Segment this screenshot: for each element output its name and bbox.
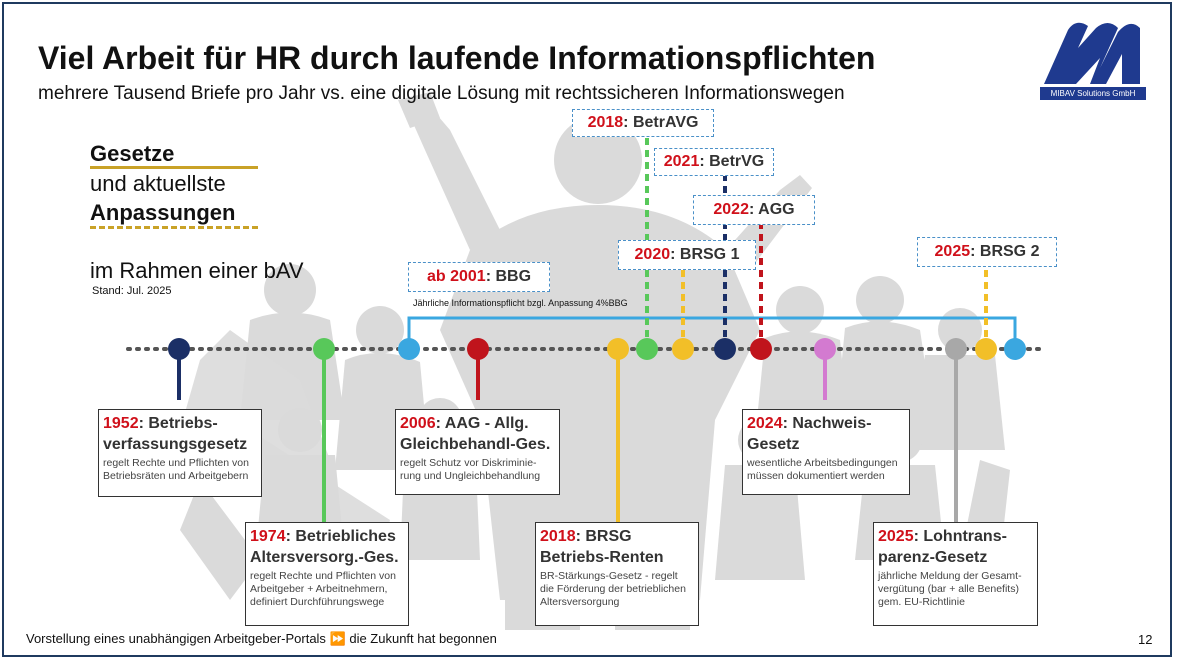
bottom-label-2018-brsg <box>535 522 699 626</box>
top-label-bbg <box>408 262 550 292</box>
legend-gesetze: Gesetze <box>90 141 175 166</box>
top-label-brsg1 <box>618 240 756 270</box>
bottom-label-title2: verfassungsgesetz <box>103 436 248 453</box>
bottom-label-desc-0: regelt Rechte und Pflichten von <box>250 570 396 582</box>
top-label-name: BetrAVG <box>632 114 699 131</box>
page-number: 12 <box>1138 632 1153 647</box>
bottom-label-title2: parenz-Gesetz <box>878 549 988 566</box>
top-label-name: AGG <box>758 201 795 218</box>
timeline-dot <box>398 338 420 360</box>
timeline-dot <box>814 338 836 360</box>
footer-text: Vorstellung eines unabhängigen Arbeitgeber-Portals ⏩ die Zukunft hat begonnen <box>26 631 497 646</box>
timeline-dot <box>313 338 335 360</box>
bottom-label-title: 2018: BRSG <box>540 528 632 545</box>
top-label-year: 2020 <box>634 246 671 263</box>
bottom-label-title: 1952: Betriebs- <box>103 415 218 432</box>
top-label-brsg2 <box>917 237 1057 267</box>
top-label-year: 2018 <box>587 114 624 131</box>
bottom-label-title: 2025: Lohntrans- <box>878 528 1007 545</box>
bottom-label-desc-0: BR-Stärkungs-Gesetz - regelt <box>540 570 678 582</box>
bottom-label-title: 1974: Betriebliches <box>250 528 396 545</box>
bottom-label-desc-1: Betriebsräten und Arbeitgebern <box>103 470 249 482</box>
bottom-label-desc-2: gem. EU-Richtlinie <box>878 596 965 608</box>
legend-solid-line <box>90 166 258 169</box>
top-label-name: BBG <box>495 268 532 285</box>
slide-title: Viel Arbeit für HR durch laufende Informationspflichten <box>38 40 876 76</box>
top-label-sep: : <box>670 246 680 263</box>
top-label-agg <box>693 195 815 225</box>
bottom-label-desc-2: definiert Durchführungswege <box>250 596 385 608</box>
top-label-year: ab 2001 <box>426 268 486 285</box>
bottom-label-1974 <box>245 522 409 626</box>
bottom-label-2024 <box>742 409 910 495</box>
timeline-dot <box>607 338 629 360</box>
top-label-name: BetrVG <box>709 153 765 170</box>
timeline-dot <box>636 338 658 360</box>
top-label-betravg <box>572 109 714 137</box>
bbg-bracket <box>409 318 1015 349</box>
bbg-note: Jährliche Informationspflicht bzgl. Anpassung 4%BBG <box>413 298 628 308</box>
stand-date: Stand: Jul. 2025 <box>92 285 172 297</box>
bottom-label-desc-2: Altersversorgung <box>540 596 620 608</box>
logo-caption: MIBAV Solutions GmbH <box>1040 87 1146 100</box>
top-label-betrvg <box>654 148 774 176</box>
top-label-name: BRSG 1 <box>679 246 740 263</box>
bottom-label-title2: Gesetz <box>747 436 800 453</box>
bottom-label-title2: Betriebs-Renten <box>540 549 664 566</box>
legend-anpassungen: Anpassungen <box>90 200 236 225</box>
timeline-dot <box>975 338 997 360</box>
bottom-label-desc-0: regelt Rechte und Pflichten von <box>103 457 249 469</box>
timeline-dot <box>714 338 736 360</box>
legend-dashed-line <box>90 226 258 229</box>
slide-subtitle: mehrere Tausend Briefe pro Jahr vs. eine digitale Lösung mit rechtssicheren Informationswegen <box>38 83 845 104</box>
bottom-label-title: 2006: AAG - Allg. <box>400 415 529 432</box>
top-label-sep: : <box>623 114 633 131</box>
bottom-label-title: 2024: Nachweis- <box>747 415 872 432</box>
bottom-label-title2: Gleichbehandl-Ges. <box>400 436 551 453</box>
bottom-label-title2: Altersversorg.-Ges. <box>250 549 399 566</box>
top-label-sep: : <box>970 243 980 260</box>
timeline-dot <box>1004 338 1026 360</box>
top-label-year: 2021 <box>663 153 700 170</box>
bottom-label-desc-0: jährliche Meldung der Gesamt- <box>878 570 1022 582</box>
bottom-label-desc-1: müssen dokumentiert werden <box>747 470 885 482</box>
top-label-year: 2025 <box>934 243 971 260</box>
top-label-sep: : <box>748 201 759 218</box>
timeline-dot <box>750 338 772 360</box>
bottom-label-desc-1: die Förderung der betrieblichen <box>540 583 686 595</box>
top-label-year: 2022 <box>713 201 749 218</box>
timeline-dot <box>467 338 489 360</box>
bottom-label-2025 <box>873 522 1038 626</box>
top-label-name: BRSG 2 <box>979 243 1040 260</box>
scope-label: im Rahmen einer bAV <box>90 258 304 283</box>
bottom-label-desc-1: Arbeitgeber + Arbeitnehmern, <box>250 583 388 595</box>
bottom-label-1952 <box>98 409 262 497</box>
bottom-label-desc-1: rung und Ungleichbehandlung <box>400 470 541 482</box>
timeline-dot <box>672 338 694 360</box>
bottom-label-desc-0: regelt Schutz vor Diskriminie- <box>400 457 537 469</box>
timeline-dot <box>945 338 967 360</box>
bottom-label-desc-1: vergütung (bar + alle Benefits) <box>878 583 1019 595</box>
bottom-label-2006 <box>395 409 560 495</box>
legend-und-aktuellste: und aktuellste <box>90 171 226 196</box>
top-label-sep: : <box>699 153 710 170</box>
top-label-sep: : <box>485 268 496 285</box>
timeline-dot <box>168 338 190 360</box>
bottom-label-desc-0: wesentliche Arbeitsbedingungen <box>747 457 898 469</box>
